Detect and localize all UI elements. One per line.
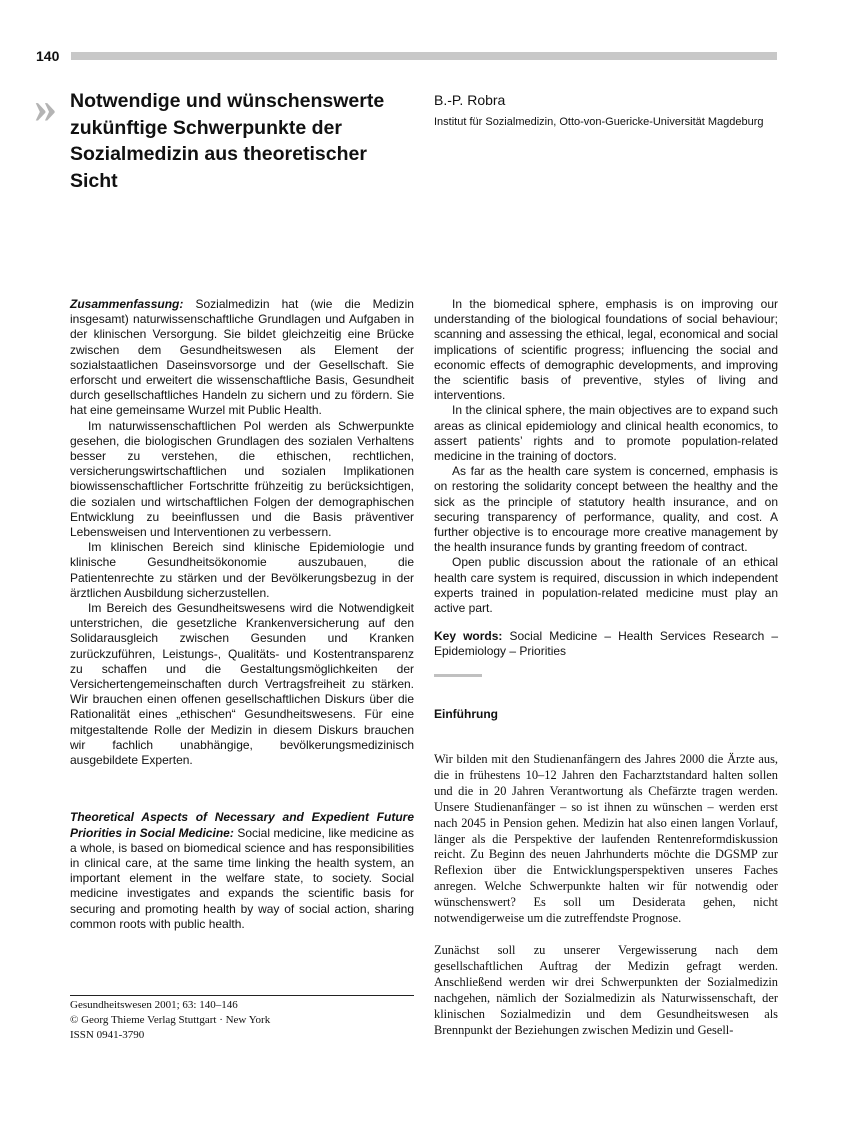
abstract-column-left xyxy=(70,297,414,932)
abstract-en-paragraph: Open public discussion about the rationale of an ethical health care system is required, discussion in which independent experts trained in population-related medicine must play an active part. xyxy=(434,555,778,616)
abstract-en-paragraph: In the clinical sphere, the main objectives are to expand such areas as clinical epidemiology and clinical health economics, to assert patients’ rights and to promote population-related medicine in the training of doctors. xyxy=(434,403,778,464)
author-affiliation: Institut für Sozialmedizin, Otto-von-Guericke-Universität Magdeburg xyxy=(434,116,764,128)
citation-footer xyxy=(70,998,270,1043)
quote-marks: » xyxy=(34,81,51,132)
article-title: Notwendige und wünschenswerte zukünftige Schwerpunkte der Sozialmedizin aus theoretischer Sicht xyxy=(70,90,385,192)
abstract-de-paragraph xyxy=(70,297,414,419)
abstract-column-right xyxy=(434,297,778,734)
abstract-en-label: Theoretical Aspects of Necessary and Expedient Future Priorities in Social Medicine: xyxy=(70,810,414,840)
section-divider xyxy=(434,674,482,677)
abstract-de-paragraph: Im naturwissenschaftlichen Pol werden als Schwerpunkte gesehen, die biologischen Grundlagen des sozialen Verhaltens besser zu verstehen, die ethischen, rechtlichen, versicherungswirtschaftlichen und sozialen Implikationen biowissenschaftlicher Fortschritte frühzeitig zu berücksichtigen, die sozialen und wirtschaftlichen Folgen der demographischen Entwicklung zu beeinflussen und die Basis präventiver Lebensweisen und Interventionen zu verbessern. xyxy=(70,418,414,540)
page-number: 140 xyxy=(36,48,60,64)
abstract-en-text: Social medicine, like medicine as a whole, is based on biomedical science and has responsibilities in clinical care, at the same time linking the health system, an important element in the welfare state, to society. Social medicine investigates and expands the scientific basis for securing and promoting health by way of social action, sharing common roots with public health. xyxy=(70,825,414,931)
abstract-de-label: Zusammenfassung: xyxy=(70,297,184,311)
publisher-line: © Georg Thieme Verlag Stuttgart · New York xyxy=(70,1014,271,1026)
abstract-de-paragraph: Im Bereich des Gesundheitswesens wird die Notwendigkeit unterstrichen, die gesetzliche Krankenversicherung auf den Solidarausgleich zwischen Gesunden und Kranken zurückzuführen, Leistungs-, Qualitäts- und Kostentransparenz zu schaffen und die Gestaltungsmöglichkeiten der Versichertengemeinschaften durch Vertragsfreiheit zu stärken. Wir brauchen einen offenen gesellschaftlichen Diskurs über die Rationalität eines „ethischen“ Gesundheitswesens. Für eine mitgestaltende Rolle der Medizin in diesem Diskurs brauchen wir fachlich unabhängige, bevölkerungsmedizinisch ausgebildete Experten. xyxy=(70,601,414,768)
journal-citation: Gesundheitswesen 2001; 63: 140–146 xyxy=(70,999,238,1011)
author-name: B.-P. Robra xyxy=(434,92,506,108)
abstract-en-paragraph: As far as the health care system is concerned, emphasis is on restoring the solidarity concept between the healthy and the sick as the principle of statutory health insurance, and on securing transparency of performance, quality, and cost. A further objective is to encourage more creative management by the health insurance funds by granting freedom of contract. xyxy=(434,464,778,555)
keywords-text: Social Medicine – Health Services Research – Epidemiology – Priorities xyxy=(434,629,778,659)
abstract-de-paragraph: Im klinischen Bereich sind klinische Epidemiologie und klinische Gesundheitsökonomie auszubauen, die Patientenrechte zu stärken und der Bevölkerungsbezug in der ärztlichen Ausbildung sicherzustellen. xyxy=(70,540,414,600)
intro-paragraph: Zunächst soll zu unserer Vergewisserung nach dem gesellschaftlichen Auftrag der Medizin gefragt werden. Anschließend werden wir drei Schwerpunkten der Sozialmedizin nachgehen, nämlich der Sozialmedizin als Naturwissenschaft, der klinischen Sozialmedizin und dem Gesundheitswesen als Brennpunkt der Beziehungen zwischen Medizin und Gesell- xyxy=(434,942,778,1037)
abstract-en-paragraph xyxy=(70,810,414,932)
abstract-de-text: Sozialmedizin hat (wie die Medizin insgesamt) naturwissenschaftliche Grundlagen und Aufgaben in der klinischen Versorgung. Sie bildet gleichzeitig eine Brücke zwischen dem Gesundheitswesen als Element der sozialstaatlichen Daseinsvorsorge und der Gesellschaft. Sie erforscht und erweitert die wissenschaftliche Basis, Gesundheit durch gesellschaftliches Handeln zu sichern und zu fördern. Sie hat eine gemeinsame Wurzel mit Public Health. xyxy=(70,297,414,418)
keywords-label: Key words: xyxy=(434,629,503,644)
issn-line: ISSN 0941-3790 xyxy=(70,1029,145,1041)
abstract-en-paragraph: In the biomedical sphere, emphasis is on improving our understanding of the biological foundations of social behaviour; scanning and assessing the ethical, legal, economical and social implications of scientific progress; influencing the social and economic effects of demographic developments, and improving the scientific basis of preventive, styles of living and interventions. xyxy=(434,297,778,403)
intro-body xyxy=(434,752,778,1038)
intro-paragraph: Wir bilden mit den Studienanfängern des Jahres 2000 die Ärzte aus, die in frühestens 10–12 Jahren den Facharztstandard halten sollen und die in 20 Jahren Verantwortung als Chefärzte tragen werden. Unsere Studienanfänger – so ist ihnen zu wünschen – werden erst nach 2045 in Pension gehen. Medizin hat also einen langen Vorlauf, länger als die Perspektive der laufenden Rentenreformdiskussion reicht. Zu Beginn des neuen Jahrhunderts möchte die DGSMP zur Reflexion über die Entwicklungsperspektiven unseres Faches anregen. Welche Schwerpunkte halten wir für notwendig oder wünschenswert? Es soll um Desiderata gehen, nicht notwendigerweise um die zutreffendste Prognose. xyxy=(434,752,778,926)
header-rule xyxy=(71,52,777,60)
footer-rule xyxy=(70,995,414,996)
keywords xyxy=(434,629,778,659)
section-heading: Einführung xyxy=(434,706,498,721)
